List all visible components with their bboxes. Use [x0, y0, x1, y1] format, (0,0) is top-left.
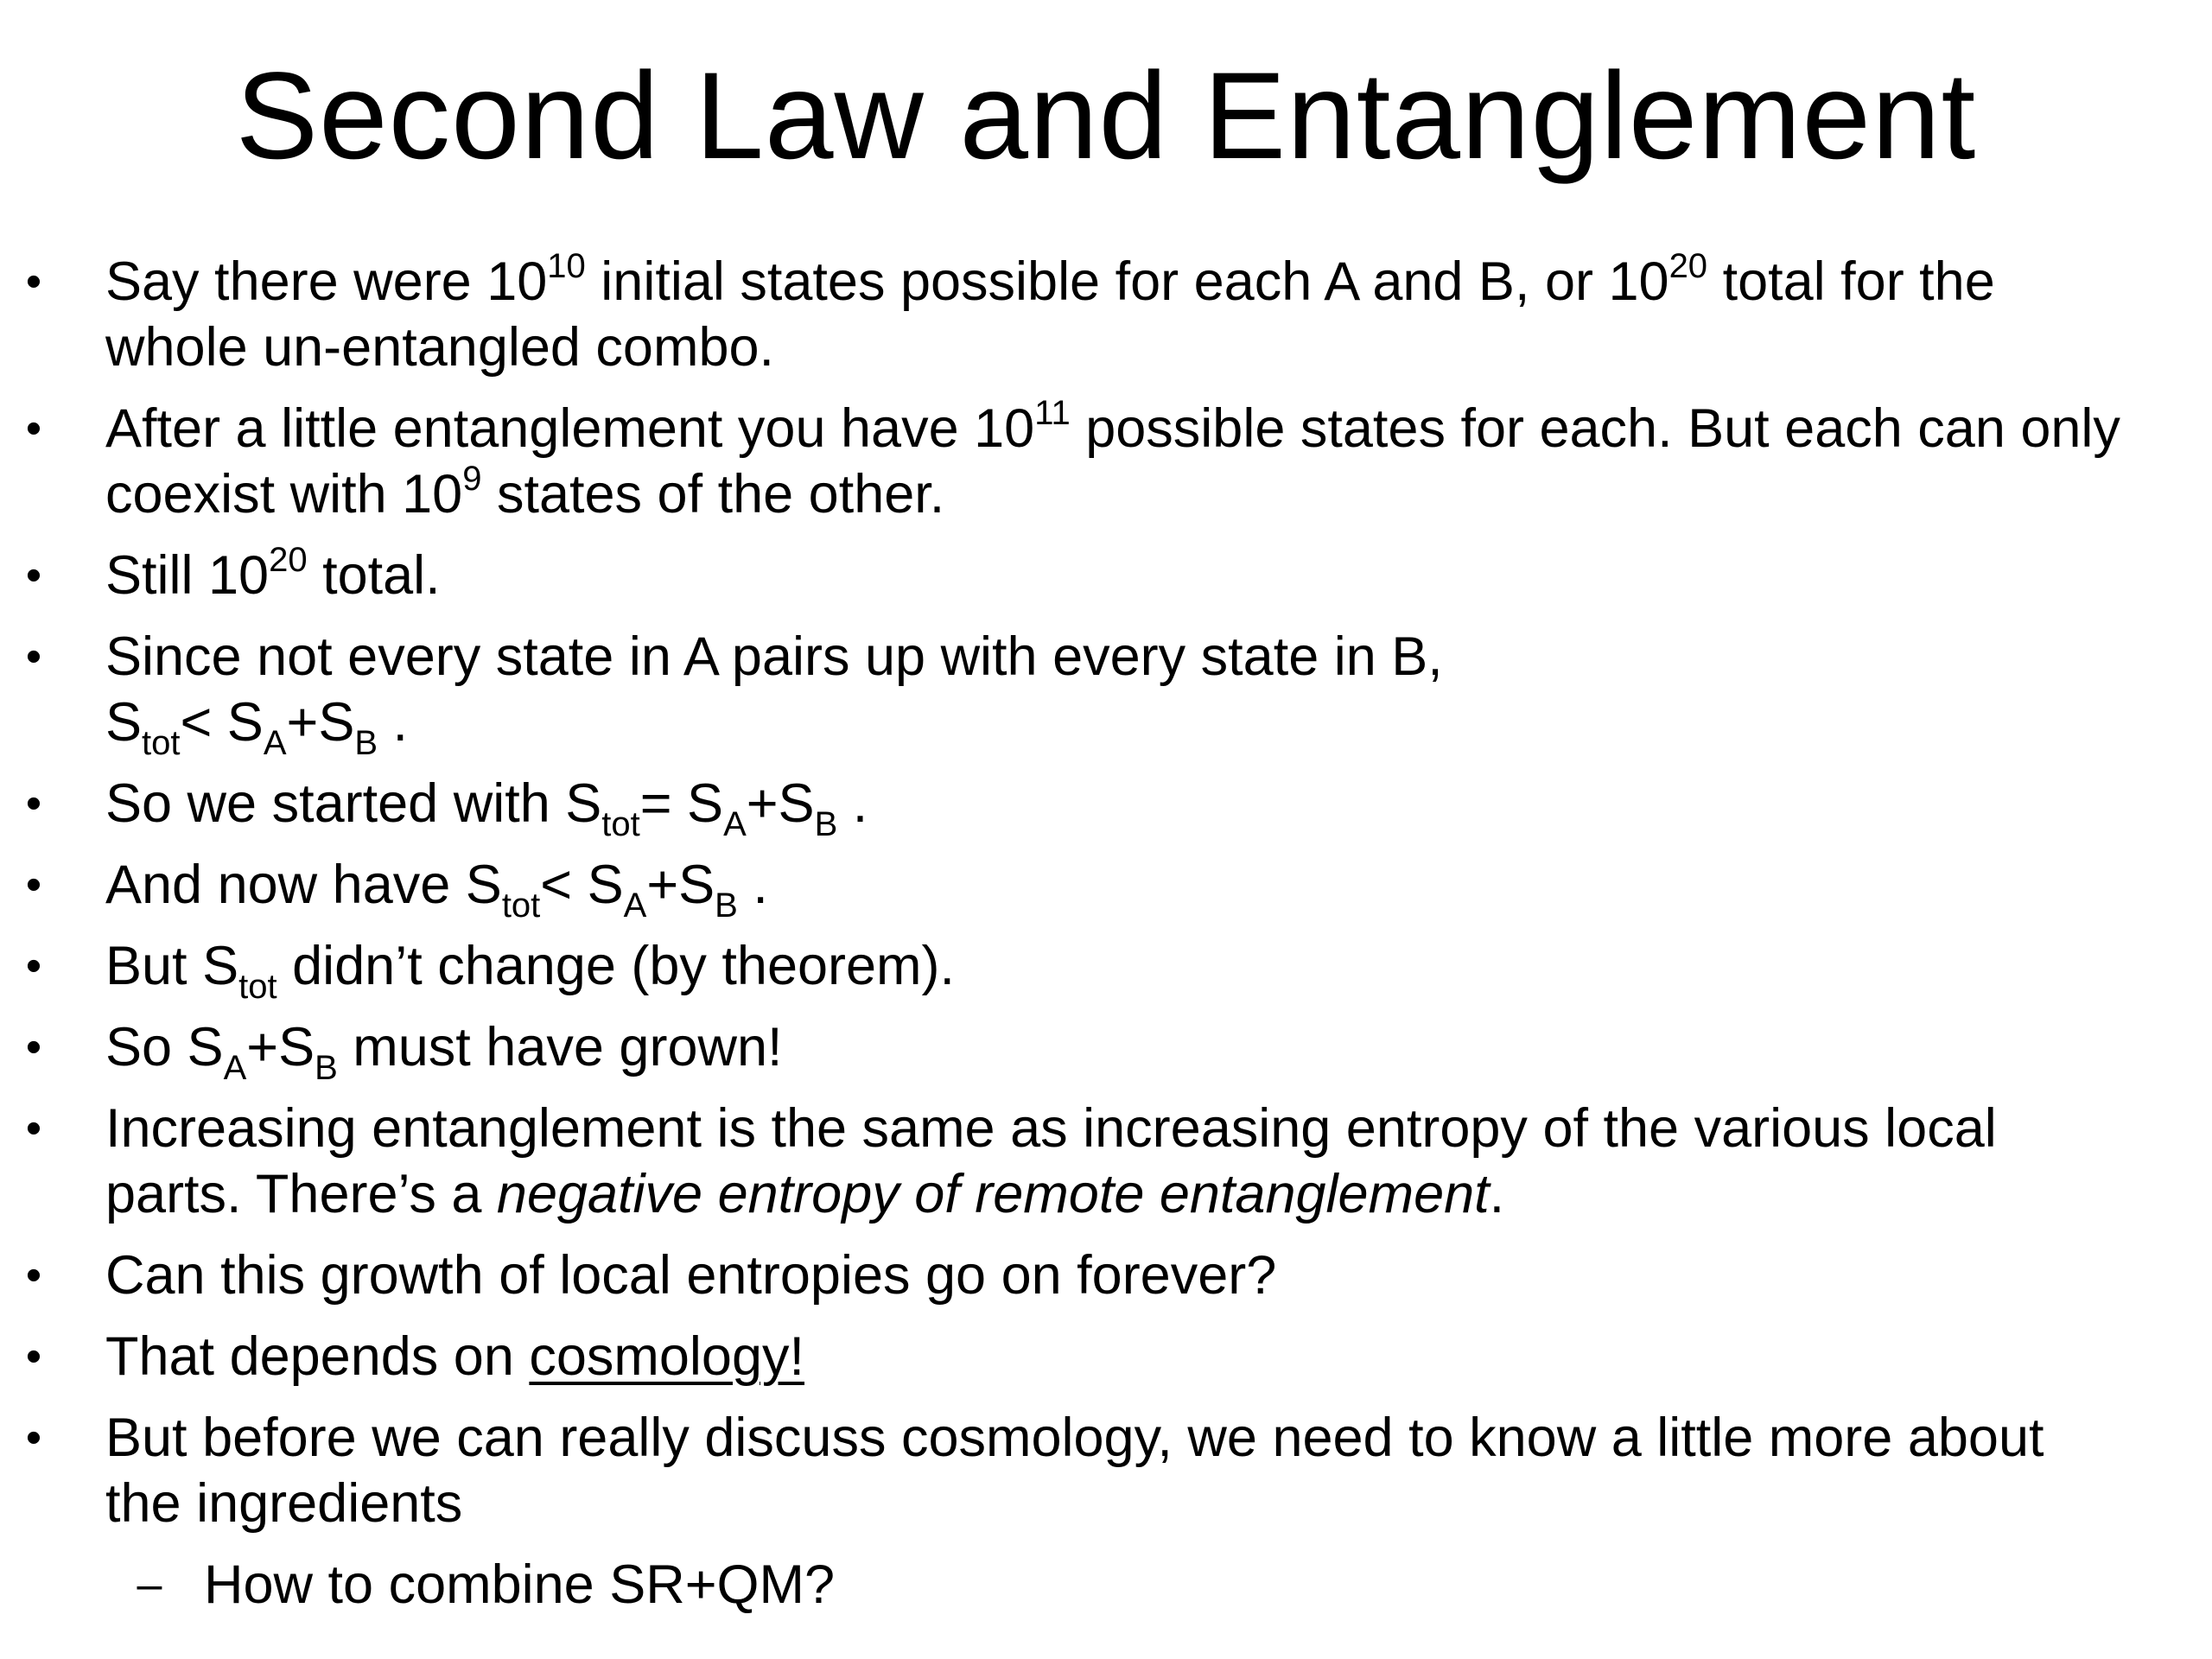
bullet-item: [0, 933, 2212, 1006]
bullet-text: initial states possible for each A and B, or 10: [585, 251, 1669, 312]
bullet-item: [0, 1096, 2212, 1227]
bullet-item: [0, 396, 2212, 527]
bullet-icon: •: [25, 632, 42, 682]
subscript: A: [263, 724, 287, 762]
subscript: B: [354, 724, 378, 762]
bullet-line: [105, 771, 2203, 843]
bullet-icon: •: [25, 1250, 42, 1300]
bullet-line: [105, 1324, 2203, 1389]
bullet-line: [105, 396, 2203, 461]
bullet-text: Say there were 10: [105, 251, 548, 312]
bullet-line: [105, 933, 2203, 1006]
subscript: B: [814, 805, 838, 843]
bullet-item: [0, 1324, 2212, 1389]
bullet-list: [0, 249, 2212, 1618]
italic-text: negative entropy of remote entanglement: [496, 1164, 1490, 1224]
bullet-item: [0, 1405, 2212, 1536]
bullet-item: [0, 1243, 2212, 1308]
bullet-text: Still 10: [105, 545, 270, 606]
bullet-line: [105, 1161, 2203, 1227]
bullet-line: But before we can really discuss cosmology, we need to know a little more about: [105, 1408, 2044, 1468]
bullet-text: After a little entanglement you have 10: [105, 398, 1035, 459]
subscript: B: [715, 887, 738, 925]
bullet-line: [105, 1014, 2203, 1087]
bullet-icon: •: [25, 550, 42, 601]
bullet-line: [105, 249, 2203, 315]
bullet-line: [105, 852, 2203, 925]
slide-title: Second Law and Entanglement: [235, 48, 1977, 185]
bullet-text: +S: [246, 1017, 315, 1077]
bullet-icon: •: [25, 860, 42, 910]
bullet-text: +S: [286, 692, 355, 753]
bullet-icon: •: [25, 1413, 42, 1463]
bullet-line: Increasing entanglement is the same as increasing entropy of the various local: [105, 1098, 1997, 1159]
bullet-text: must have grown!: [337, 1017, 783, 1077]
bullet-text: And now have S: [105, 855, 502, 915]
bullet-text: coexist with 10: [105, 464, 463, 524]
bullet-text: possible states for each. But each can only: [1070, 398, 2120, 459]
bullet-text: .: [837, 773, 868, 834]
bullet-line: [105, 543, 2203, 608]
bullet-icon: •: [25, 1103, 42, 1154]
bullet-line: How to combine SR+QM?: [204, 1554, 836, 1615]
bullet-text: total.: [307, 545, 441, 606]
bullet-icon: •: [25, 257, 42, 307]
bullet-item: [0, 543, 2212, 608]
bullet-text: didn’t change (by theorem).: [276, 936, 956, 996]
subscript: A: [623, 887, 647, 925]
superscript: 9: [462, 460, 482, 498]
bullet-text: +S: [746, 773, 815, 834]
bullet-icon: •: [25, 1022, 42, 1072]
bullet-text: total for the: [1707, 251, 1995, 312]
superscript: 20: [269, 541, 308, 579]
superscript: 20: [1669, 247, 1708, 285]
bullet-text: That depends on: [105, 1326, 530, 1387]
bullet-text: < S: [540, 855, 624, 915]
superscript: 11: [1034, 394, 1071, 432]
bullet-text: states of the other.: [481, 464, 945, 524]
bullet-line: whole un-entangled combo.: [105, 317, 775, 378]
bullet-item: [0, 771, 2212, 843]
bullet-text: parts. There’s a: [105, 1164, 497, 1224]
bullet-icon: •: [25, 404, 42, 454]
bullet-text: So S: [105, 1017, 224, 1077]
bullet-line: Since not every state in A pairs up with every state in B,: [105, 626, 1443, 687]
bullet-text: +S: [646, 855, 715, 915]
bullet-text: So we started with S: [105, 773, 602, 834]
bullet-text: But S: [105, 936, 239, 996]
bullet-icon: •: [25, 941, 42, 991]
subscript: A: [223, 1049, 247, 1087]
subscript: tot: [601, 805, 640, 843]
bullet-icon: •: [25, 1332, 42, 1382]
bullet-item: [0, 249, 2212, 380]
bullet-line: Can this growth of local entropies go on forever?: [105, 1245, 1277, 1306]
bullet-item: [0, 624, 2212, 762]
superscript: 10: [547, 247, 586, 285]
bullet-text: S: [105, 692, 143, 753]
bullet-line: [105, 690, 2203, 762]
bullet-item: [0, 852, 2212, 925]
bullet-text: .: [737, 855, 768, 915]
subscript: tot: [238, 968, 277, 1006]
sub-bullet-item: [0, 1552, 2212, 1618]
bullet-line: [105, 461, 2203, 527]
underlined-text: cosmology!: [529, 1326, 805, 1387]
bullet-line: the ingredients: [105, 1473, 463, 1534]
subscript: A: [723, 805, 747, 843]
subscript: tot: [142, 724, 181, 762]
bullet-icon: •: [25, 779, 42, 829]
bullet-text: .: [378, 692, 409, 753]
bullet-text: .: [1489, 1164, 1505, 1224]
bullet-item: [0, 1014, 2212, 1087]
bullet-text: = S: [639, 773, 724, 834]
bullet-text: < S: [180, 692, 264, 753]
dash-bullet-icon: –: [137, 1560, 162, 1610]
subscript: tot: [501, 887, 541, 925]
subscript: B: [315, 1049, 338, 1087]
